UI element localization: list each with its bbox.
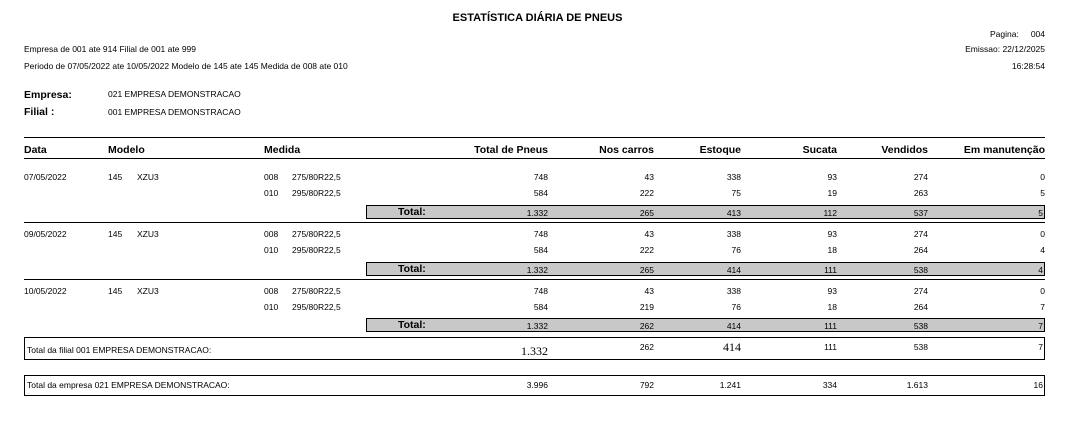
total-pneus-cell: 584 (533, 302, 548, 312)
total-pneus-cell: 584 (533, 245, 548, 255)
nos-carros-cell: 265 (639, 265, 654, 275)
sucata-cell: 111 (824, 342, 837, 352)
vendidos-cell: 537 (913, 208, 928, 218)
estoque-cell: 76 (731, 302, 741, 312)
col-header-medida: Medida (264, 144, 301, 156)
estoque-cell: 414 (723, 340, 741, 354)
filial-value: 001 EMPRESA DEMONSTRACAO (108, 107, 241, 117)
estoque-cell: 414 (726, 321, 741, 331)
sucata-cell: 111 (824, 265, 837, 275)
nos-carros-cell: 43 (644, 172, 654, 182)
total-pneus-cell: 1.332 (526, 265, 548, 275)
medida-code: 010 (264, 188, 279, 198)
total-pneus-cell: 584 (533, 188, 548, 198)
manutencao-cell: 4 (1040, 245, 1045, 255)
empresa-value: 021 EMPRESA DEMONSTRACAO (108, 89, 241, 99)
empresa-label: Empresa: (24, 89, 72, 101)
total-pneus-cell: 1.332 (526, 208, 548, 218)
nos-carros-cell: 222 (639, 188, 654, 198)
vendidos-cell: 538 (913, 265, 928, 275)
group-total-label: Total: (398, 206, 426, 218)
group-divider (24, 222, 1045, 223)
medida-desc: 295/80R22,5 (292, 302, 341, 312)
group-modelo-code: 145 (108, 172, 123, 182)
sucata-cell: 112 (823, 208, 837, 218)
col-header-data: Data (24, 144, 47, 156)
empresa-total-label: Total da empresa 021 EMPRESA DEMONSTRACAO: (27, 380, 230, 390)
vendidos-cell: 263 (913, 188, 928, 198)
sucata-cell: 93 (827, 286, 837, 296)
col-header-total-pneus: Total de Pneus (474, 144, 548, 156)
group-modelo-name: XZU3 (137, 172, 159, 182)
manutencao-cell: 0 (1040, 229, 1045, 239)
col-header-em-manutencao: Em manutenção (963, 144, 1045, 156)
group-date: 10/05/2022 (24, 286, 67, 296)
manutencao-cell: 5 (1040, 188, 1045, 198)
medida-desc: 295/80R22,5 (292, 245, 341, 255)
medida-desc: 275/80R22,5 (292, 286, 341, 296)
group-modelo-name: XZU3 (137, 229, 159, 239)
col-header-nos-carros: Nos carros (599, 144, 654, 156)
header-bottom-rule (24, 158, 1045, 159)
manutencao-cell: 7 (1038, 342, 1043, 352)
total-pneus-cell: 1.332 (521, 344, 548, 358)
total-pneus-cell: 748 (533, 172, 548, 182)
group-total-label: Total: (398, 319, 426, 331)
manutencao-cell: 0 (1040, 286, 1045, 296)
estoque-cell: 76 (731, 245, 741, 255)
page-number: 004 (1030, 29, 1045, 39)
col-header-estoque: Estoque (699, 144, 741, 156)
estoque-cell: 413 (726, 208, 741, 218)
group-modelo-code: 145 (108, 286, 123, 296)
vendidos-cell: 538 (913, 321, 928, 331)
total-pneus-cell: 748 (533, 229, 548, 239)
sucata-cell: 334 (822, 380, 837, 390)
sucata-cell: 93 (827, 172, 837, 182)
group-total-label: Total: (398, 263, 426, 275)
group-modelo-code: 145 (108, 229, 123, 239)
manutencao-cell: 4 (1038, 265, 1043, 275)
col-header-sucata: Sucata (802, 144, 837, 156)
nos-carros-cell: 262 (639, 342, 654, 352)
filial-total-label: Total da filial 001 EMPRESA DEMONSTRACAO: (27, 345, 212, 355)
vendidos-cell: 274 (913, 229, 928, 239)
vendidos-cell: 1.613 (906, 380, 928, 390)
vendidos-cell: 538 (913, 342, 928, 352)
manutencao-cell: 7 (1040, 302, 1045, 312)
manutencao-cell: 7 (1038, 321, 1043, 331)
vendidos-cell: 274 (913, 286, 928, 296)
total-pneus-cell: 1.332 (526, 321, 548, 331)
estoque-cell: 1.241 (719, 380, 741, 390)
nos-carros-cell: 792 (639, 380, 654, 390)
group-date: 07/05/2022 (24, 172, 67, 182)
medida-code: 008 (264, 229, 279, 239)
sucata-cell: 111 (824, 321, 837, 331)
group-modelo-name: XZU3 (137, 286, 159, 296)
total-pneus-cell: 748 (533, 286, 548, 296)
medida-code: 008 (264, 286, 279, 296)
medida-code: 010 (264, 302, 279, 312)
sucata-cell: 18 (827, 302, 837, 312)
estoque-cell: 338 (726, 286, 741, 296)
page-label: Pagina: (990, 29, 1019, 39)
filter-line-1: Empresa de 001 ate 914 Filial de 001 ate 999 (24, 44, 197, 54)
table-top-rule (24, 137, 1045, 138)
manutencao-cell: 16 (1033, 380, 1043, 390)
sucata-cell: 18 (827, 245, 837, 255)
nos-carros-cell: 265 (639, 208, 654, 218)
filial-label: Filial : (24, 106, 55, 118)
nos-carros-cell: 43 (644, 229, 654, 239)
col-header-modelo: Modelo (108, 144, 145, 156)
nos-carros-cell: 219 (639, 302, 654, 312)
vendidos-cell: 274 (913, 172, 928, 182)
medida-desc: 295/80R22,5 (292, 188, 341, 198)
report-title: ESTATÍSTICA DIÁRIA DE PNEUS (452, 12, 623, 24)
medida-desc: 275/80R22,5 (292, 229, 341, 239)
nos-carros-cell: 262 (639, 321, 654, 331)
emission-date: Emissao: 22/12/2025 (965, 44, 1045, 54)
medida-code: 010 (264, 245, 279, 255)
vendidos-cell: 264 (913, 245, 928, 255)
group-divider (24, 279, 1045, 280)
medida-code: 008 (264, 172, 279, 182)
nos-carros-cell: 43 (644, 286, 654, 296)
total-pneus-cell: 3.996 (526, 380, 548, 390)
medida-desc: 275/80R22,5 (292, 172, 341, 182)
manutencao-cell: 0 (1040, 172, 1045, 182)
filter-line-2: Periodo de 07/05/2022 ate 10/05/2022 Modelo de 145 ate 145 Medida de 008 ate 010 (24, 61, 348, 71)
estoque-cell: 338 (726, 172, 741, 182)
sucata-cell: 19 (827, 188, 837, 198)
estoque-cell: 338 (726, 229, 741, 239)
col-header-vendidos: Vendidos (881, 144, 928, 156)
vendidos-cell: 264 (913, 302, 928, 312)
group-date: 09/05/2022 (24, 229, 67, 239)
manutencao-cell: 5 (1038, 208, 1043, 218)
estoque-cell: 75 (731, 188, 741, 198)
estoque-cell: 414 (726, 265, 741, 275)
sucata-cell: 93 (827, 229, 837, 239)
emission-time: 16:28:54 (1011, 61, 1045, 71)
nos-carros-cell: 222 (639, 245, 654, 255)
